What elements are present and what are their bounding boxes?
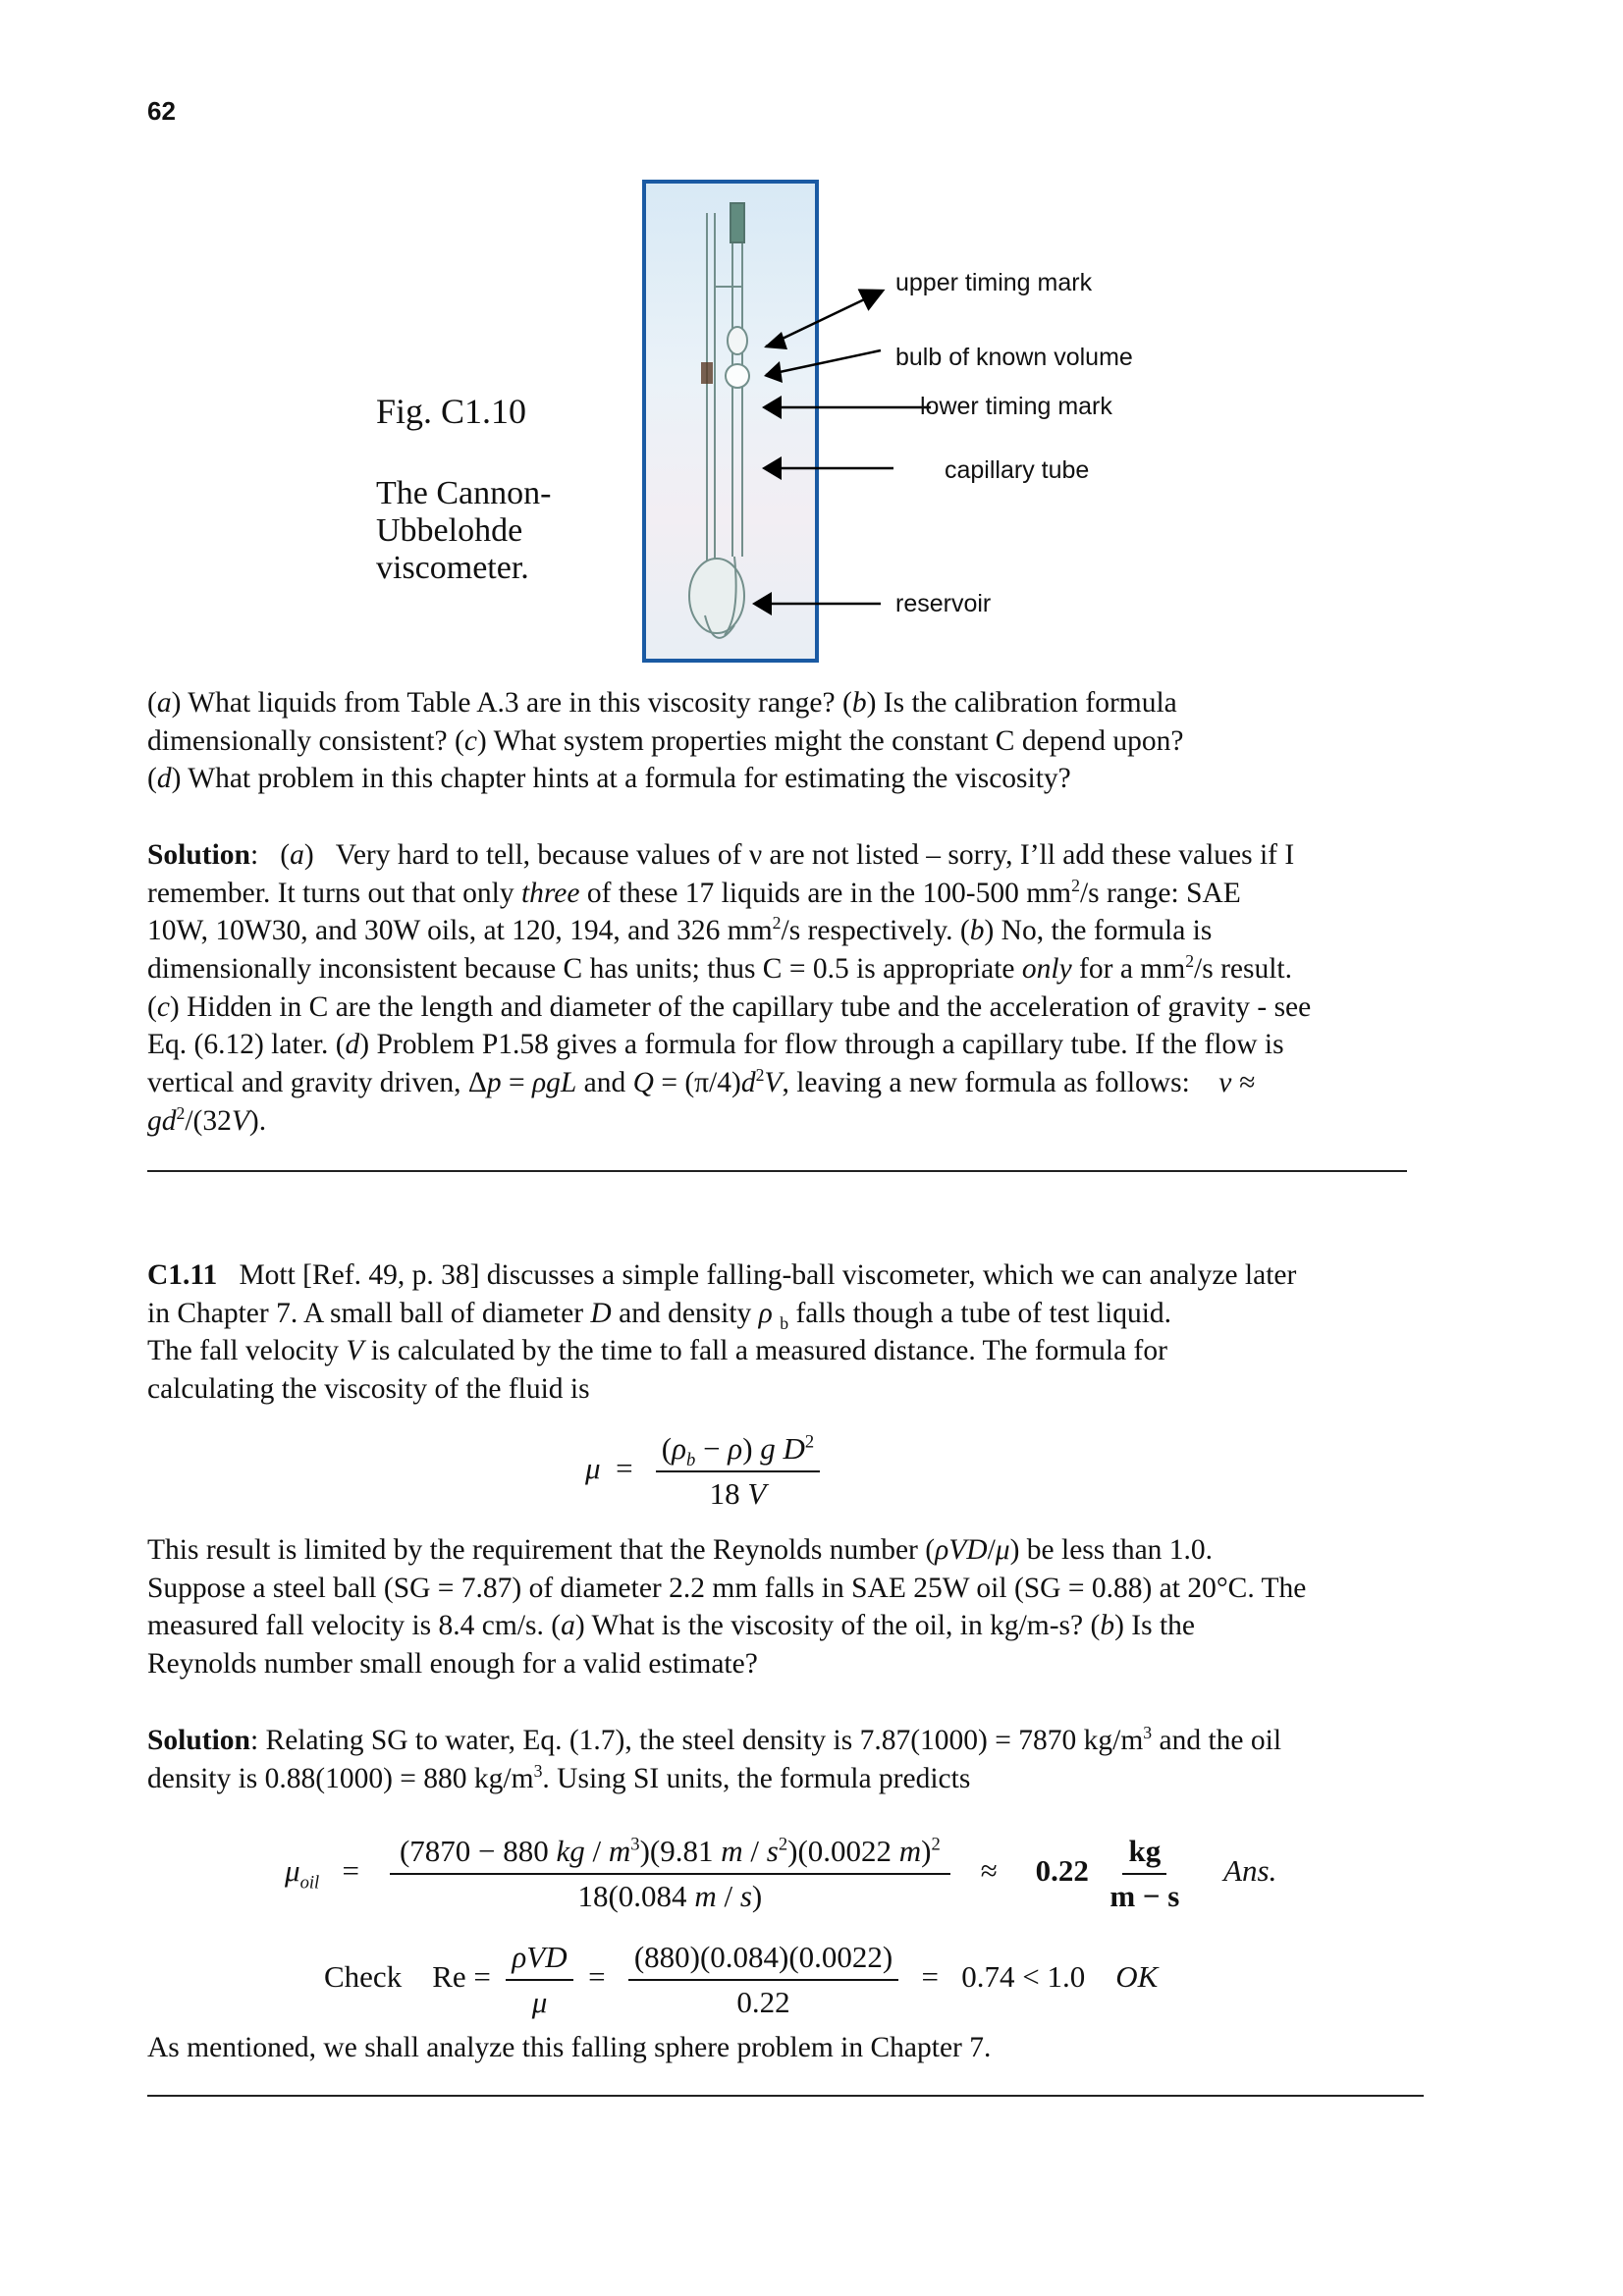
c111-closing: As mentioned, we shall analyze this falling sphere problem in Chapter 7. xyxy=(147,2032,992,2063)
label-lower-timing-mark: lower timing mark xyxy=(920,393,1112,420)
section-divider xyxy=(147,2095,1424,2097)
label-reservoir: reservoir xyxy=(895,590,992,617)
arrowhead-icon xyxy=(764,332,787,349)
viscosity-equation: $\mu_{oil}$ = $\frac{(7870 - 880 kg / m^3)(9.81 m / s^2)(0.0022 m)^2}{18(0.084 m / s)}$ ≈ 0.22 $\frac{kg}{m - s}$ Ans. xyxy=(285,1834,1277,1913)
c111-intro: C1.11 Mott [Ref. 49, p. 38] discusses a simple falling-ball viscometer, which we can analyze later in Chapter 7. A small ball of diameter D and density ρ $_b$ falls though a tube of test liquid. The fall velocity V is calculated by the time to fall a measured distance. The formula for calculating the viscosity of the fluid is xyxy=(147,1259,1297,1406)
section-divider xyxy=(147,1170,1407,1172)
figure-arrows xyxy=(746,265,1434,638)
c111-solution: Solution: Relating SG to water, Eq. (1.7), the steel density is 7.87(1000) = 7870 $kg/m^3$ and the oil density is 0.88(1000) = 880 $kg/m^3$. Using SI units, the formula predicts xyxy=(147,1723,1282,1794)
c111-problem: This result is limited by the requirement that the Reynolds number (ρVD/μ) be less than 1.0. Suppose a steel ball (SG = 7.87) of diameter 2.2 mm falls in SAE 25W oil (SG = 0.88) at 20°C. The measured fall velocity is 8.4 cm/s. (a) What is the viscosity of the oil, in kg/m-s? (b) Is the Reynolds number small enough for a valid estimate? xyxy=(147,1534,1307,1681)
answer-value: 0.22 xyxy=(1035,1853,1089,1889)
figure-caption xyxy=(376,475,551,587)
arrowhead-icon xyxy=(762,456,782,480)
label-bulb: bulb of known volume xyxy=(895,344,1133,371)
page-number: 62 xyxy=(147,96,176,126)
label-capillary-tube: capillary tube xyxy=(945,456,1090,484)
c110-solution: Solution: (a) Very hard to tell, because values of ν are not listed – sorry, I’ll add these values if I remember. It turns out that only three of these 17 liquids are in the 100-500 $mm^2/s$ range: SAE 10W, 10W30, and 30W oils, at 120, 194, and 326 $mm^2/s$ respectively. (b) No, the formula is dimensionally inconsistent because C has units; thus C = 0.5 is appropriate only for a $mm^2/s$ result. (c) Hidden in C are the length and diameter of the capillary tube and the acceleration of gravity - see Eq. (6.12) later. (d) Problem P1.58 gives a formula for flow through a capillary tube. If the flow is vertical and gravity driven, Δp = ρgL and $Q = (\pi/4)d^2V$, leaving a new formula as follows: ν ≈ $gd^2/(32V)$. xyxy=(147,839,1312,1137)
label-upper-timing-mark: upper timing mark xyxy=(895,269,1093,296)
figure-title: Fig. C1.10 xyxy=(376,392,527,431)
caption-line: Ubbelohde xyxy=(376,512,523,549)
falling-ball-formula: μ = $\frac{(\rho_b - \rho) g D^2}{18 V}$ xyxy=(585,1431,820,1512)
solution-heading: Solution xyxy=(147,839,250,871)
caption-line: viscometer. xyxy=(376,550,529,586)
reynolds-check-equation: Check Re = $\frac{\text{ρVD}}{\mu}$ = $\frac{(880)(0.084)(0.0022)}{0.22}$ = 0.74 < 1.0 OK xyxy=(324,1940,1159,2019)
arrowhead-icon xyxy=(752,592,772,615)
solution-heading: Solution xyxy=(147,1725,250,1756)
problem-number: C1.11 xyxy=(147,1259,218,1291)
c110-questions: (a) What liquids from Table A.3 are in this viscosity range? (b) Is the calibration formula dimensionally consistent? (c) What system properties might the constant C depend upon? (d) What problem in this chapter hints at a formula for estimating the viscosity? xyxy=(147,687,1184,795)
band-mark xyxy=(701,362,713,384)
arrowhead-icon xyxy=(764,361,783,383)
arrowhead-icon xyxy=(762,396,782,419)
caption-line: The Cannon- xyxy=(376,475,552,511)
answer-label: Ans. xyxy=(1223,1853,1277,1889)
